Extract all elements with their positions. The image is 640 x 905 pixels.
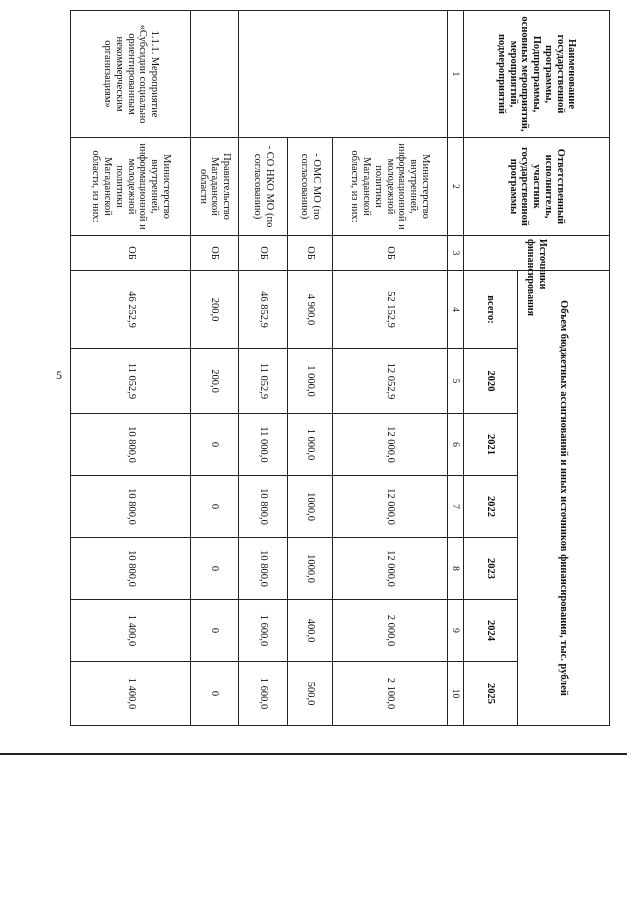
value-2022: 10 800,0 [71,476,191,538]
value-2020: 11 052,9 [238,349,288,414]
value-total: 4 900,0 [288,271,333,349]
index-cell: 9 [447,600,463,662]
value-total: 46 252,9 [71,271,191,349]
page-number: 5 [56,368,62,382]
value-2025: 2 100,0 [333,662,447,726]
value-2021: 12 000,0 [333,414,447,476]
program-name-cell [238,11,447,138]
value-2023: 10 800,0 [71,538,191,600]
value-2023: 1000,0 [288,538,333,600]
executor-cell: Министерство внутренней, информационной и молодежной политики Магаданской области, из них: [71,138,191,236]
executor-cell: - ОМС МО (по согласованию) [288,138,333,236]
value-2023: 0 [191,538,238,600]
financing-table [70,10,610,726]
header-year-2022: 2022 [463,476,517,538]
program-name-cell [191,11,238,138]
source-cell: ОБ [71,236,191,271]
executor-cell: - СО НКО МО (по согласованию) [238,138,288,236]
value-2022: 0 [191,476,238,538]
value-total: 52 152,9 [333,271,447,349]
table-row [333,11,447,726]
value-2020: 1 000,0 [288,349,333,414]
value-2021: 1 000,0 [288,414,333,476]
executor-cell: Министерство внутренней, информационной и молодежной политики Магаданской области, из них: [333,138,447,236]
value-2021: 10 800,0 [71,414,191,476]
value-2023: 10 800,0 [238,538,288,600]
header-year-2021: 2021 [463,414,517,476]
program-name-cell: 1.1.1. Мероприятие «Субсидии социально ориентированным некоммерческим организациям» [71,11,191,138]
index-cell: 1 [447,11,463,138]
header-source: Источники финансирования [463,236,609,271]
value-2021: 0 [191,414,238,476]
source-cell: ОБ [238,236,288,271]
value-2025: 0 [191,662,238,726]
value-2025: 500,0 [288,662,333,726]
value-2024: 2 000,0 [333,600,447,662]
value-2022: 10 800,0 [238,476,288,538]
value-2020: 12 052,9 [333,349,447,414]
header-executor: Ответственный исполнитель, участник государственной программы [463,138,609,236]
value-2020: 200,0 [191,349,238,414]
table-row [191,11,238,726]
value-2025: 1 400,0 [71,662,191,726]
index-cell: 10 [447,662,463,726]
header-financing: Объем бюджетных ассигнований и иных источников финансирования, тыс. рублей [517,271,609,726]
value-total: 46 852,9 [238,271,288,349]
value-2022: 1000,0 [288,476,333,538]
value-2022: 12 000,0 [333,476,447,538]
value-2025: 1 600,0 [238,662,288,726]
value-2020: 11 052,9 [71,349,191,414]
header-program-name: Наименование государственной программы, Подпрограммы, основных мероприятий, мероприятий, подмероприятий [463,11,609,138]
divider-line [0,753,627,755]
header-row [517,11,609,726]
executor-cell: Правительство Магаданской области [191,138,238,236]
table-row [71,11,191,726]
value-2021: 11 000,0 [238,414,288,476]
header-year-2025: 2025 [463,662,517,726]
index-cell: 4 [447,271,463,349]
index-cell: 8 [447,538,463,600]
header-year-2023: 2023 [463,538,517,600]
source-cell: ОБ [191,236,238,271]
index-cell: 6 [447,414,463,476]
rotated-table-container [70,10,610,725]
value-2024: 1 600,0 [238,600,288,662]
value-2024: 0 [191,600,238,662]
index-cell: 7 [447,476,463,538]
index-row [447,11,463,726]
header-year-2024: 2024 [463,600,517,662]
value-2023: 12 000,0 [333,538,447,600]
index-cell: 5 [447,349,463,414]
header-total: всего: [463,271,517,349]
source-cell: ОБ [288,236,333,271]
value-2024: 400,0 [288,600,333,662]
index-cell: 2 [447,138,463,236]
index-cell: 3 [447,236,463,271]
value-total: 200,0 [191,271,238,349]
value-2024: 1 400,0 [71,600,191,662]
source-cell: ОБ [333,236,447,271]
header-year-2020: 2020 [463,349,517,414]
